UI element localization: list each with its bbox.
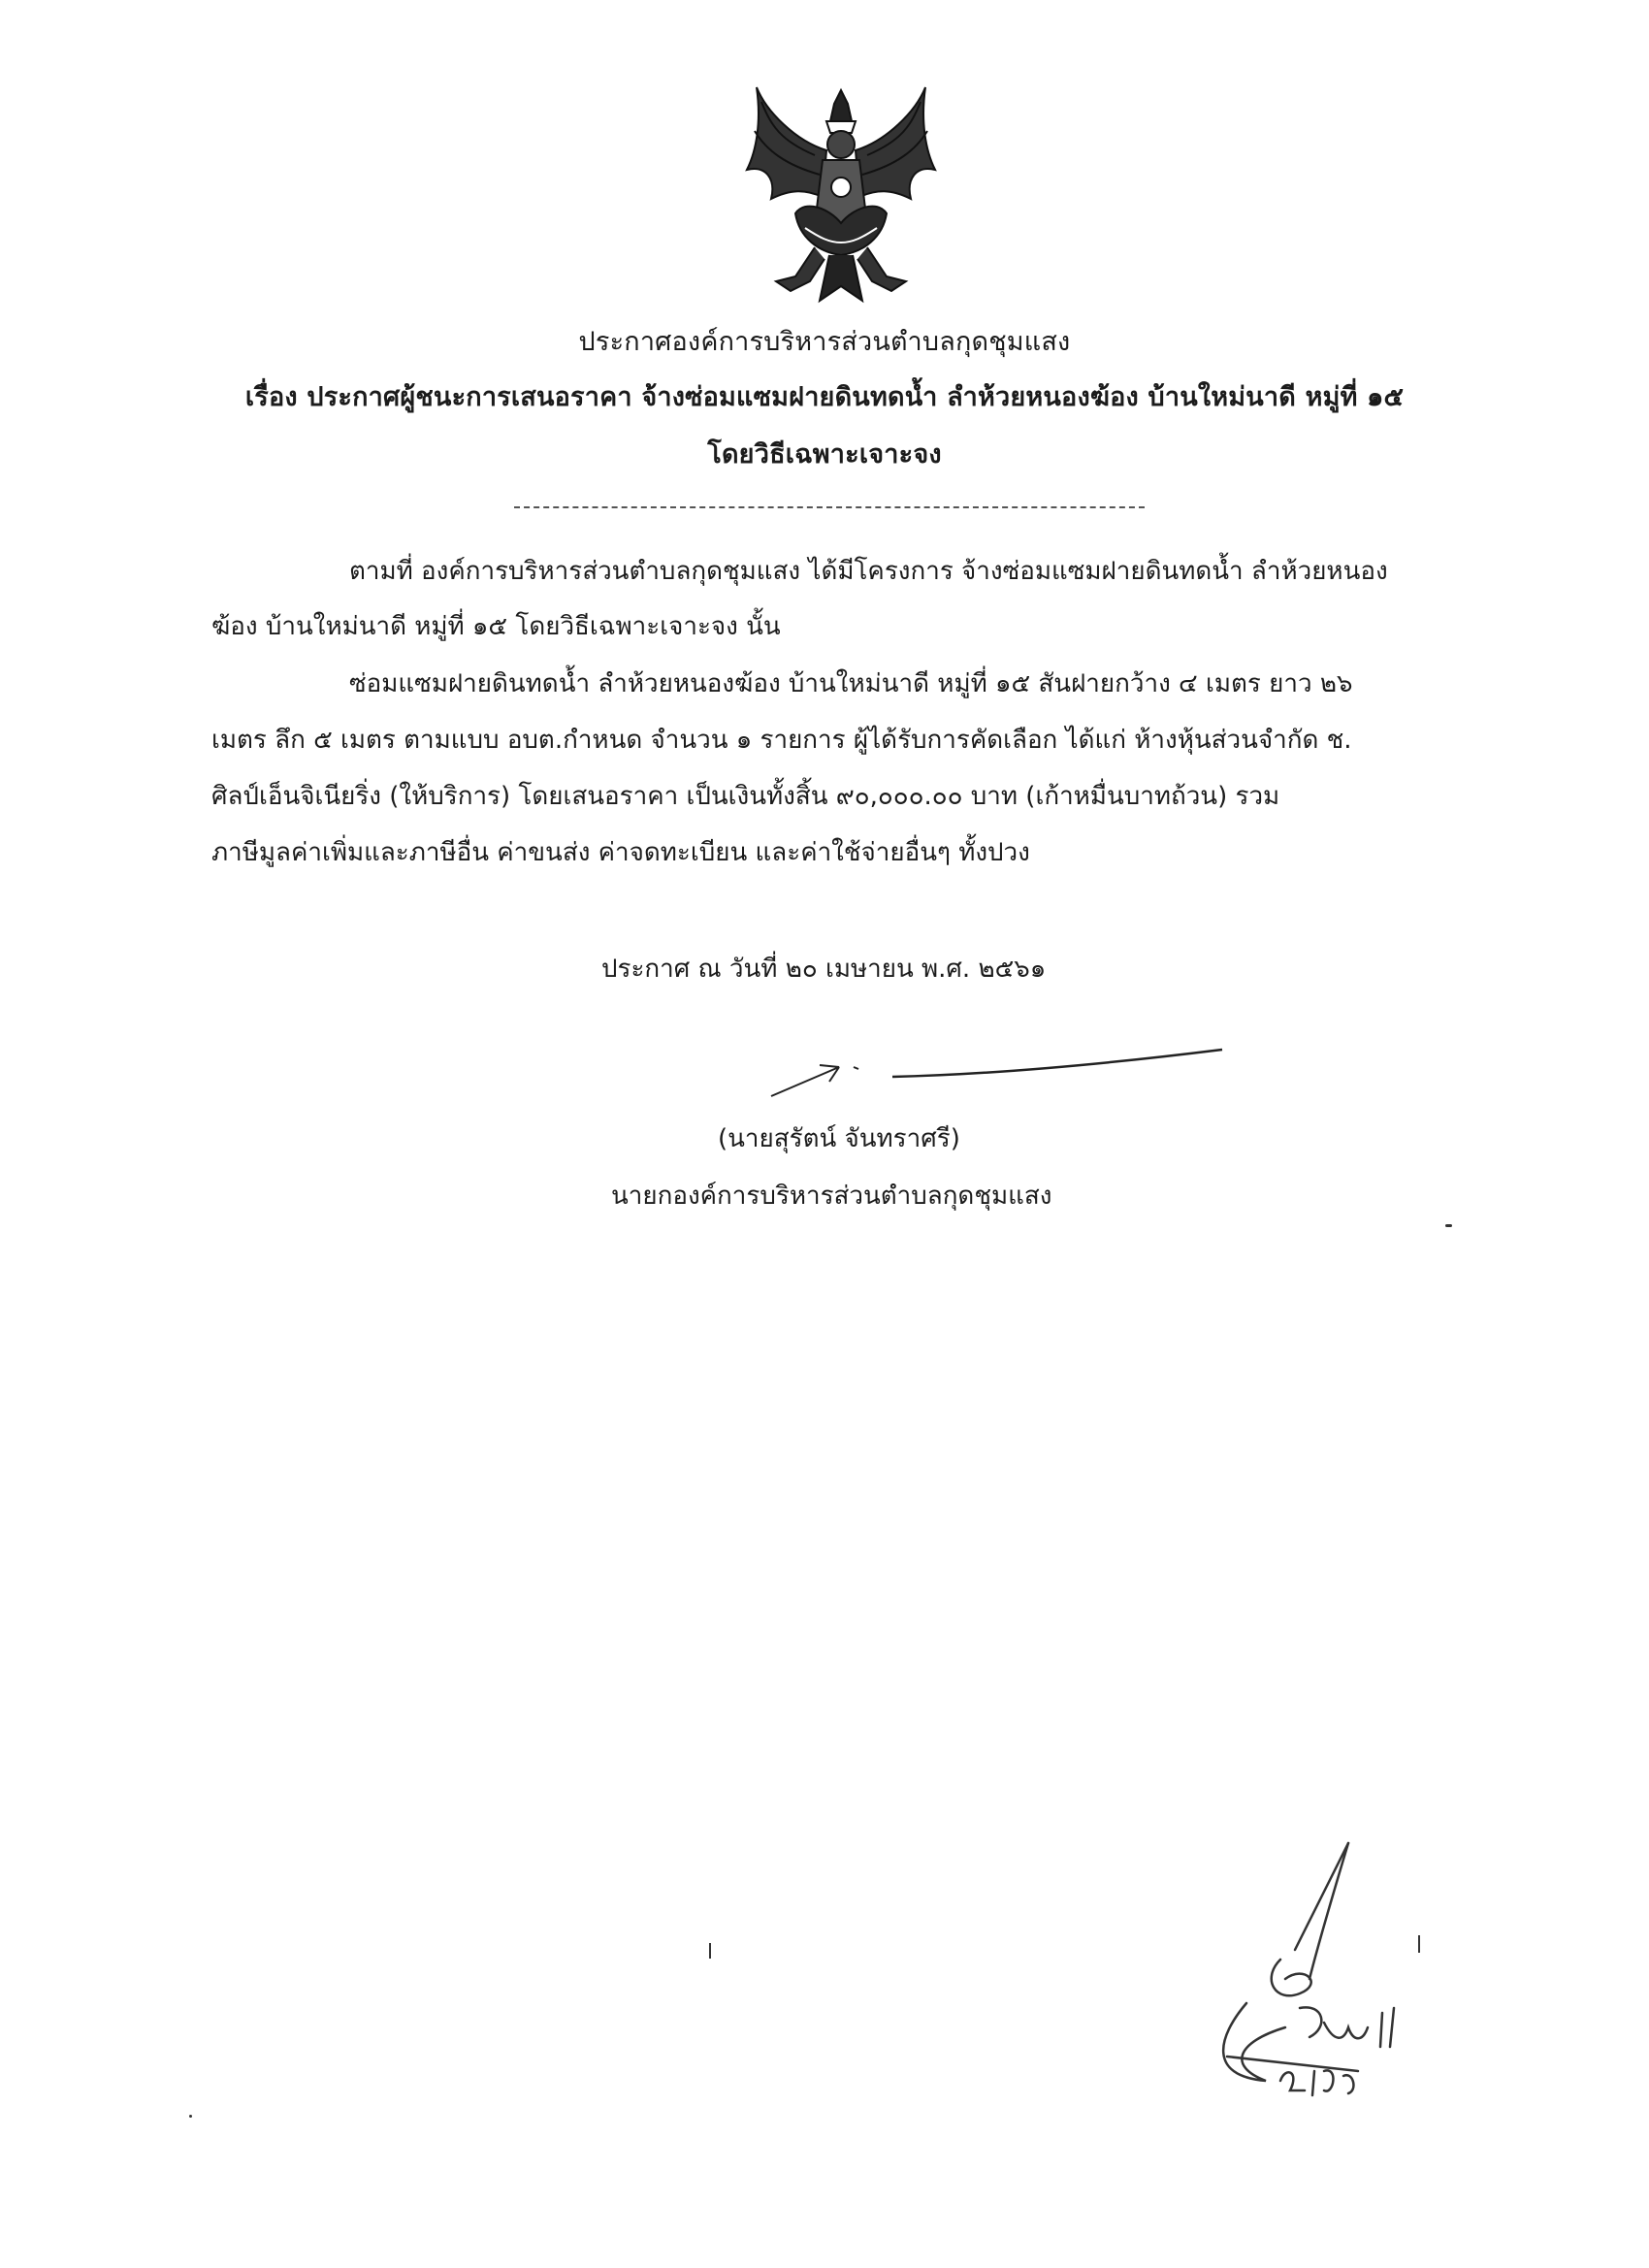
para2-line4: ภาษีมูลค่าเพิ่มและภาษีอื่น ค่าขนส่ง ค่าจดทะเบียน และค่าใช้จ่ายอื่นๆ ทั้งปวง <box>211 838 1030 867</box>
para1-line1: ตามที่ องค์การบริหารส่วนตำบลกุดชุมแสง ได้มีโครงการ จ้างซ่อมแซมฝายดินทดน้ำ ลำห้วยหนอง <box>349 557 1388 586</box>
header-method: โดยวิธีเฉพาะเจาะจง <box>707 439 942 470</box>
scan-speck <box>189 2115 192 2118</box>
header-organization: ประกาศองค์การบริหารส่วนตำบลกุดชุมแสง <box>578 327 1071 357</box>
para2-line3: ศิลป์เอ็นจิเนียริ่ง (ให้บริการ) โดยเสนอราคา เป็นเงินทั้งสิ้น ๙๐,๐๐๐.๐๐ บาท (เก้าหมื่นบาทถ้วน) รวม <box>211 782 1280 811</box>
signature-mark <box>761 1038 1227 1116</box>
signatory-name: (นายสุรัตน์ จันทราศรี) <box>718 1124 960 1153</box>
para2-line2: เมตร ลึก ๕ เมตร ตามแบบ อบต.กำหนด จำนวน ๑ รายการ ผู้ได้รับการคัดเลือก ได้แก่ ห้างหุ้นส่วนจำกัด ช. <box>211 726 1352 755</box>
scan-speck <box>1418 1935 1420 1953</box>
para2-line1: ซ่อมแซมฝายดินทดน้ำ ลำห้วยหนองฆ้อง บ้านใหม่นาดี หมู่ที่ ๑๕ สันฝายกว้าง ๔ เมตร ยาว ๒๖ <box>349 669 1353 698</box>
handwritten-initials <box>1188 1833 1440 2134</box>
header-subject: เรื่อง ประกาศผู้ชนะการเสนอราคา จ้างซ่อมแซมฝายดินทดน้ำ ลำห้วยหนองฆ้อง บ้านใหม่นาดี หมู่ที่ ๑๕ <box>244 382 1405 412</box>
announcement-date: ประกาศ ณ วันที่ ๒๐ เมษายน พ.ศ. ๒๕๖๑ <box>601 955 1047 984</box>
signatory-position: นายกองค์การบริหารส่วนตำบลกุดชุมแสง <box>611 1182 1052 1211</box>
header-divider <box>514 506 1145 508</box>
scan-speck <box>709 1943 711 1959</box>
para1-line2: ฆ้อง บ้านใหม่นาดี หมู่ที่ ๑๕ โดยวิธีเฉพาะเจาะจง นั้น <box>211 612 781 641</box>
garuda-emblem <box>737 82 946 310</box>
scan-speck <box>1445 1224 1452 1227</box>
